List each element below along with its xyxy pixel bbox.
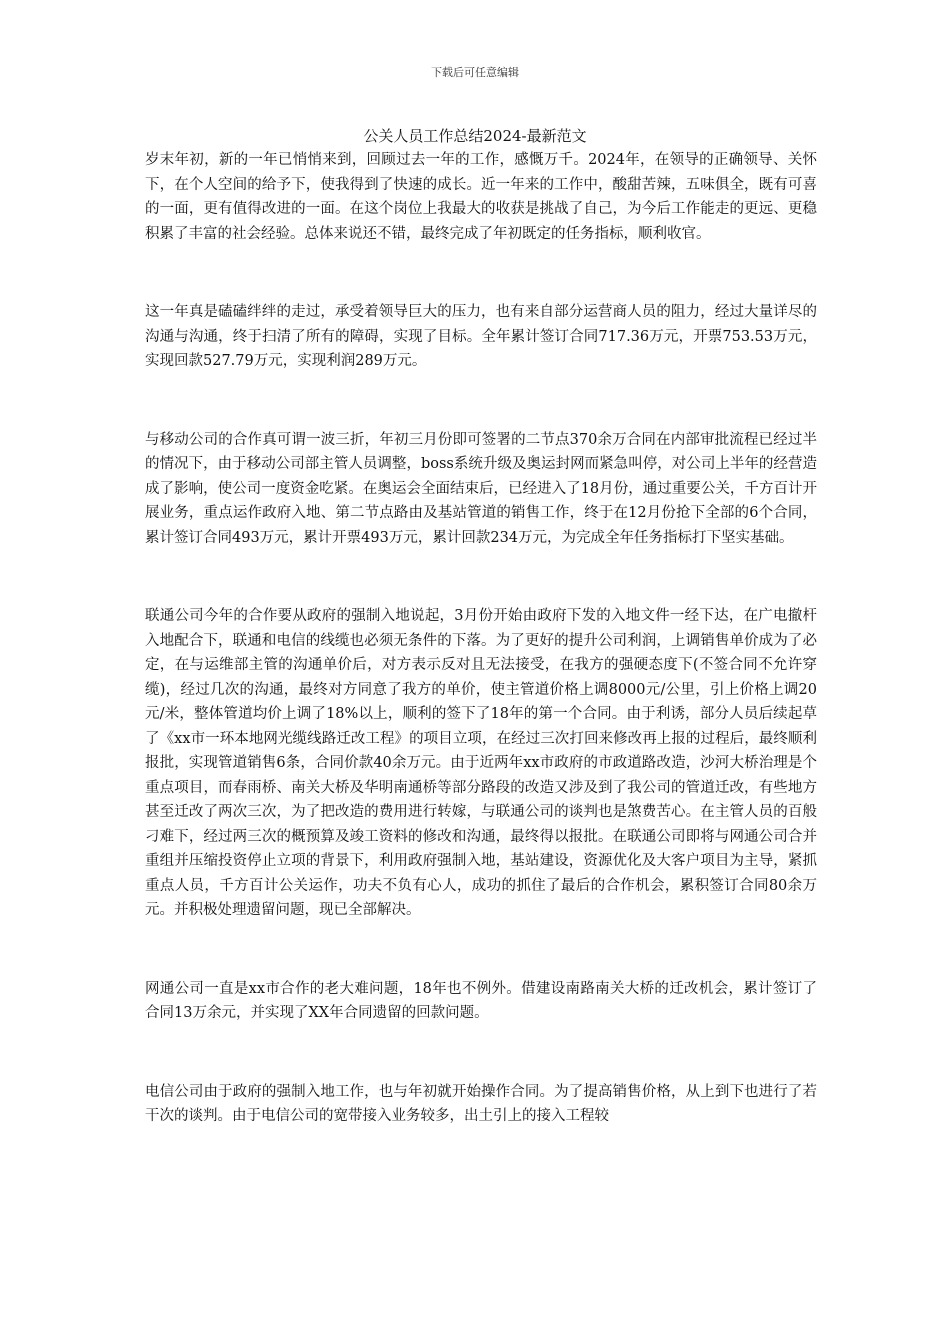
paragraph-telecom: 电信公司由于政府的强制入地工作，也与年初就开始操作合同。为了提高销售价格，从上到下也进行了若干次的谈判。由于电信公司的宽带接入业务较多，出土引上的接入工程较 — [145, 1083, 817, 1124]
paragraph-unicom: 联通公司今年的合作要从政府的强制入地说起，3月份开始由政府下发的入地文件一经下达，在广电撤杆入地配合下，联通和电信的线缆也必须无条件的下落。为了更好的提升公司利润，上调销售单价成为了必定，在与运维部主管的沟通单价后，对方表示反对且无法接受，在我方的强硬态度下(不签合同不允许穿缆)，经过几次的沟通，最终对方同意了我方的单价，使主管道价格上调8000元/公里，引上价格上调20元/米，整体管道均价上调了18%以上，顺利的签下了18年的第一个合同。由于利诱，部分人员后续起草了《xx市一环本地网光缆线路迁改工程》的项目立项，在经过三次打回来修改再上报的过程后，最终顺利报批，实现管道销售6条，合同价款40余万元。由于近两年xx市政府的市政道路改造，沙河大桥治理是个重点项目，而春雨桥、南关大桥及华明南通桥等部分路段的改造又涉及到了我公司的管道迁改，有些地方甚至迁改了两次三次，为了把改造的费用进行转嫁，与联通公司的谈判也是煞费苦心。在主管人员的百般刁难下，经过两三次的概预算及竣工资料的修改和沟通，最终得以报批。在联通公司即将与网通公司合并重组并压缩投资停止立项的背景下，利用政府强制入地，基站建设，资源优化及大客户项目为主导，紧抓重点人员，千方百计公关运作，功夫不负有心人，成功的抓住了最后的合作机会，累积签订合同80余万元。并积极处理遗留问题，现已全部解决。 — [145, 608, 817, 918]
document-title: 公关人员工作总结2024-最新范文 — [363, 127, 587, 145]
paragraph-intro: 岁末年初，新的一年已悄悄来到，回顾过去一年的工作，感慨万千。2024年，在领导的正确领导、关怀下，在个人空间的给予下，使我得到了快速的成长。近一年来的工作中，酸甜苦辣，五味俱全，既有可喜的一面，更有值得改进的一面。在这个岗位上我最大的收获是挑战了自己，为今后工作能走的更远、更稳积累了丰富的社会经验。总体来说还不错，最终完成了年初既定的任务指标，顺利收官。 — [145, 152, 817, 242]
paragraph-annual-summary: 这一年真是磕磕绊绊的走过，承受着领导巨大的压力，也有来自部分运营商人员的阻力，经过大量详尽的沟通与沟通，终于扫清了所有的障碍，实现了目标。全年累计签订合同717.36万元，开票753.53万元，实现回款527.79万元，实现利润289万元。 — [145, 304, 817, 369]
paragraph-mobile: 与移动公司的合作真可谓一波三折，年初三月份即可签署的二节点370余万合同在内部审批流程已经过半的情况下，由于移动公司部主管人员调整，boss系统升级及奥运封网而紧急叫停，对公司上半年的经营造成了影响，使公司一度资金吃紧。在奥运会全面结束后，已经进入了18月份，通过重要公关，千方百计开展业务，重点运作政府入地、第二节点路由及基站管道的销售工作，终于在12月份抢下全部的6个合同，累计签订合同493万元，累计开票493万元，累计回款234万元，为完成全年任务指标打下坚实基础。 — [145, 431, 817, 546]
page-header-note: 下载后可任意编辑 — [431, 66, 519, 79]
document-body — [145, 148, 817, 1129]
paragraph-netcom: 网通公司一直是xx市合作的老大难问题，18年也不例外。借建设南路南关大桥的迁改机会，累计签订了合同13万余元，并实现了XX年合同遗留的回款问题。 — [145, 980, 817, 1021]
